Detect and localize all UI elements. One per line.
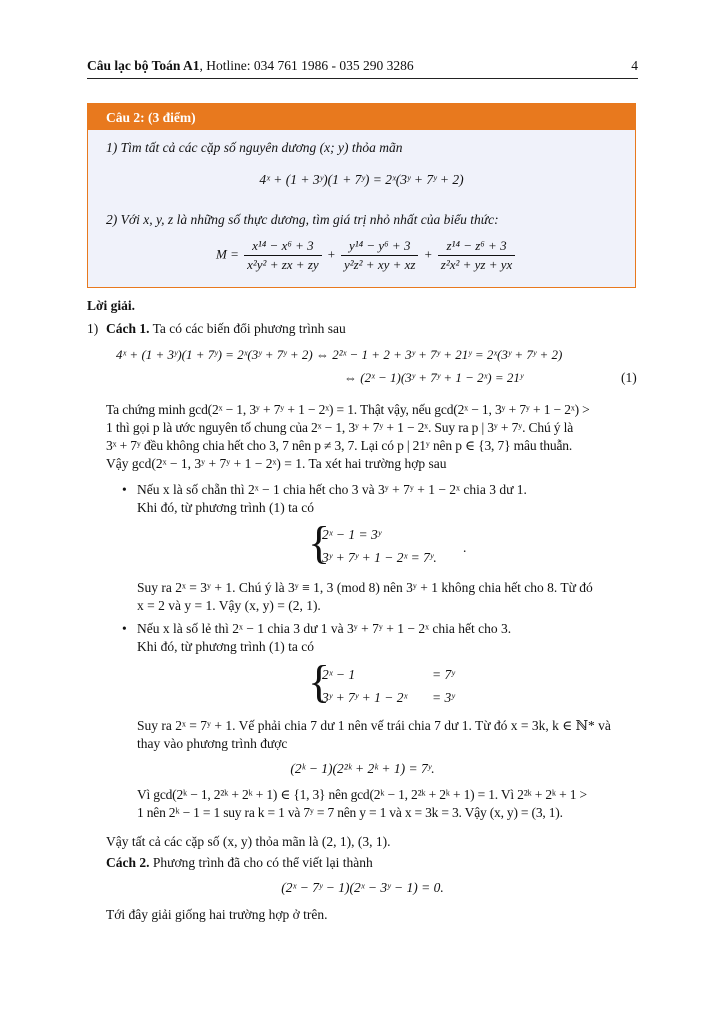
system1-dot: . bbox=[463, 540, 467, 555]
system2-eq1-left: 2ˣ − 1 bbox=[322, 667, 356, 682]
bullet-case-2: • bbox=[122, 621, 127, 636]
system1-brace: { bbox=[308, 517, 331, 568]
problem-part-1: 1) Tìm tất cả các cặp số nguyên dương (x; y) thỏa mãn bbox=[106, 140, 403, 155]
conclusion: Vậy tất cả các cặp số (x, y) thỏa mãn là (2, 1), (3, 1). bbox=[106, 834, 391, 849]
fraction-x: $\frac{\text{x¹⁴ − x⁶ + 3}}{\text{x²y² + zx + zy}}$ bbox=[244, 238, 322, 273]
para1-line-4: Vậy gcd(2ˣ − 1, 3ʸ + 7ʸ + 1 − 2ˣ) = 1. Ta xét hai trường hợp sau bbox=[106, 456, 447, 471]
para1-line-3: 3ˣ + 7ʸ đều không chia hết cho 3, 7 nên p ≠ 3, 7. Lại có p | 21ʸ nên p ∈ {3, 7} mâu thuẫn. bbox=[106, 438, 573, 453]
system2-eq2-left: 3ʸ + 7ʸ + 1 − 2ˣ bbox=[322, 690, 408, 705]
system1-eq1: 2ˣ − 1 = 3ʸ bbox=[322, 527, 382, 542]
solution-heading: Lời giải. bbox=[87, 298, 135, 313]
page-number: 4 bbox=[631, 58, 638, 73]
fraction-y: $\frac{\text{y¹⁴ − y⁶ + 3}}{\text{y²z² + xy + xz}}$ bbox=[341, 238, 419, 273]
case2-end-line-2: 1 nên 2ᵏ − 1 = 1 suy ra k = 1 và 7ʸ = 7 nên y = 1 và x = 3k = 3. Vậy (x, y) = (3, 1). bbox=[137, 805, 563, 820]
case2-mid-line-2: thay vào phương trình được bbox=[137, 736, 288, 751]
problem-equation-1: 4ˣ + (1 + 3ʸ)(1 + 7ʸ) = 2ˣ(3ʸ + 7ʸ + 2) bbox=[259, 172, 464, 187]
system2-eq1-right: = 7ʸ bbox=[432, 667, 455, 682]
case2-end-line-1: Vì gcd(2ᵏ − 1, 2²ᵏ + 2ᵏ + 1) ∈ {1, 3} nên gcd(2ᵏ − 1, 2²ᵏ + 2ᵏ + 1) = 1. Vì 2²ᵏ + 2ᵏ + 1 > bbox=[137, 787, 587, 802]
case1-line-1: Nếu x là số chẵn thì 2ˣ − 1 chia hết cho 3 và 3ʸ + 7ʸ + 1 − 2ˣ chia 3 dư 1. bbox=[137, 482, 527, 497]
problem-part-2: 2) Với x, y, z là những số thực dương, tìm giá trị nhỏ nhất của biểu thức: bbox=[106, 212, 499, 227]
case1-end-line-2: x = 2 và y = 1. Vậy (x, y) = (2, 1). bbox=[137, 598, 321, 613]
case2-mid-line-1: Suy ra 2ˣ = 7ʸ + 1. Vế phải chia 7 dư 1 nên vế trái chia 7 dư 1. Từ đó x = 3k, k ∈ ℕ* và bbox=[137, 718, 611, 733]
equation-tag-1: (1) bbox=[621, 370, 637, 385]
para1-line-2: 1 thì gọi p là ước nguyên tố chung của 2ˣ − 1, 3ʸ + 7ʸ + 1 − 2ˣ. Suy ra p | 3ʸ + 7ʸ. Chú ý là bbox=[106, 420, 574, 435]
para1-line-1: Ta chứng minh gcd(2ˣ − 1, 3ʸ + 7ʸ + 1 − 2ˣ) = 1. Thật vậy, nếu gcd(2ˣ − 1, 3ʸ + 7ʸ + 1 − 2ˣ) > bbox=[106, 402, 590, 417]
M-label: M = bbox=[216, 246, 239, 262]
cach2-line: Cách 2. Phương trình đã cho có thể viết lại thành bbox=[106, 855, 373, 870]
page-header bbox=[87, 58, 638, 79]
equation-A: 4ˣ + (1 + 3ʸ)(1 + 7ʸ) = 2ˣ(3ʸ + 7ʸ + 2) ⇔ 2²ˣ − 1 + 2 + 3ʸ + 7ʸ + 21ʸ = 2ˣ(3ʸ + 7ʸ + 2) bbox=[116, 347, 563, 362]
bullet-case-1: • bbox=[122, 482, 127, 497]
system1-eq2: 3ʸ + 7ʸ + 1 − 2ˣ = 7ʸ. bbox=[322, 550, 437, 565]
cach1-line: Cách 1. Ta có các biến đổi phương trình sau bbox=[106, 321, 346, 336]
problem-box bbox=[87, 103, 636, 288]
equation-B: ⇔ (2ˣ − 1)(3ʸ + 7ʸ + 1 − 2ˣ) = 21ʸ bbox=[344, 370, 524, 385]
equation-C: (2ᵏ − 1)(2²ᵏ + 2ᵏ + 1) = 7ʸ. bbox=[290, 761, 435, 776]
fraction-z: $\frac{\text{z¹⁴ − z⁶ + 3}}{\text{z²x² + yz + yx}}$ bbox=[438, 238, 516, 273]
final-line: Tới đây giải giống hai trường hợp ở trên. bbox=[106, 907, 328, 922]
case2-line-1: Nếu x là số lẻ thì 2ˣ − 1 chia 3 dư 1 và 3ʸ + 7ʸ + 1 − 2ˣ chia hết cho 3. bbox=[137, 621, 512, 636]
problem-title: Câu 2: (3 điểm) bbox=[88, 104, 635, 130]
system2-brace: { bbox=[308, 656, 331, 707]
case1-line-2: Khi đó, từ phương trình (1) ta có bbox=[137, 500, 314, 515]
system2-eq2-right: = 3ʸ bbox=[432, 690, 455, 705]
item-number-1: 1) bbox=[87, 321, 99, 336]
header-title: Câu lạc bộ Toán A1, Hotline: 034 761 1986 - 035 290 3286 bbox=[87, 58, 414, 73]
equation-D: (2ˣ − 7ʸ − 1)(2ˣ − 3ʸ − 1) = 0. bbox=[281, 880, 444, 895]
case1-end-line-1: Suy ra 2ˣ = 3ʸ + 1. Chú ý là 3ʸ ≡ 1, 3 (mod 8) nên 3ʸ + 1 không chia hết cho 8. Từ đó bbox=[137, 580, 593, 595]
expression-M: M = $\frac{\text{x¹⁴ − x⁶ + 3}}{\text{x²y² + zx + zy}}$ + $\frac{\text{y¹⁴ − y⁶ + 3}}{\text{y²z² + xy + xz}}$ + $\frac{\text{z¹⁴ − z⁶ + 3}}{\text{z²x² + yz + yx}}$ bbox=[216, 238, 517, 273]
case2-line-2: Khi đó, từ phương trình (1) ta có bbox=[137, 639, 314, 654]
